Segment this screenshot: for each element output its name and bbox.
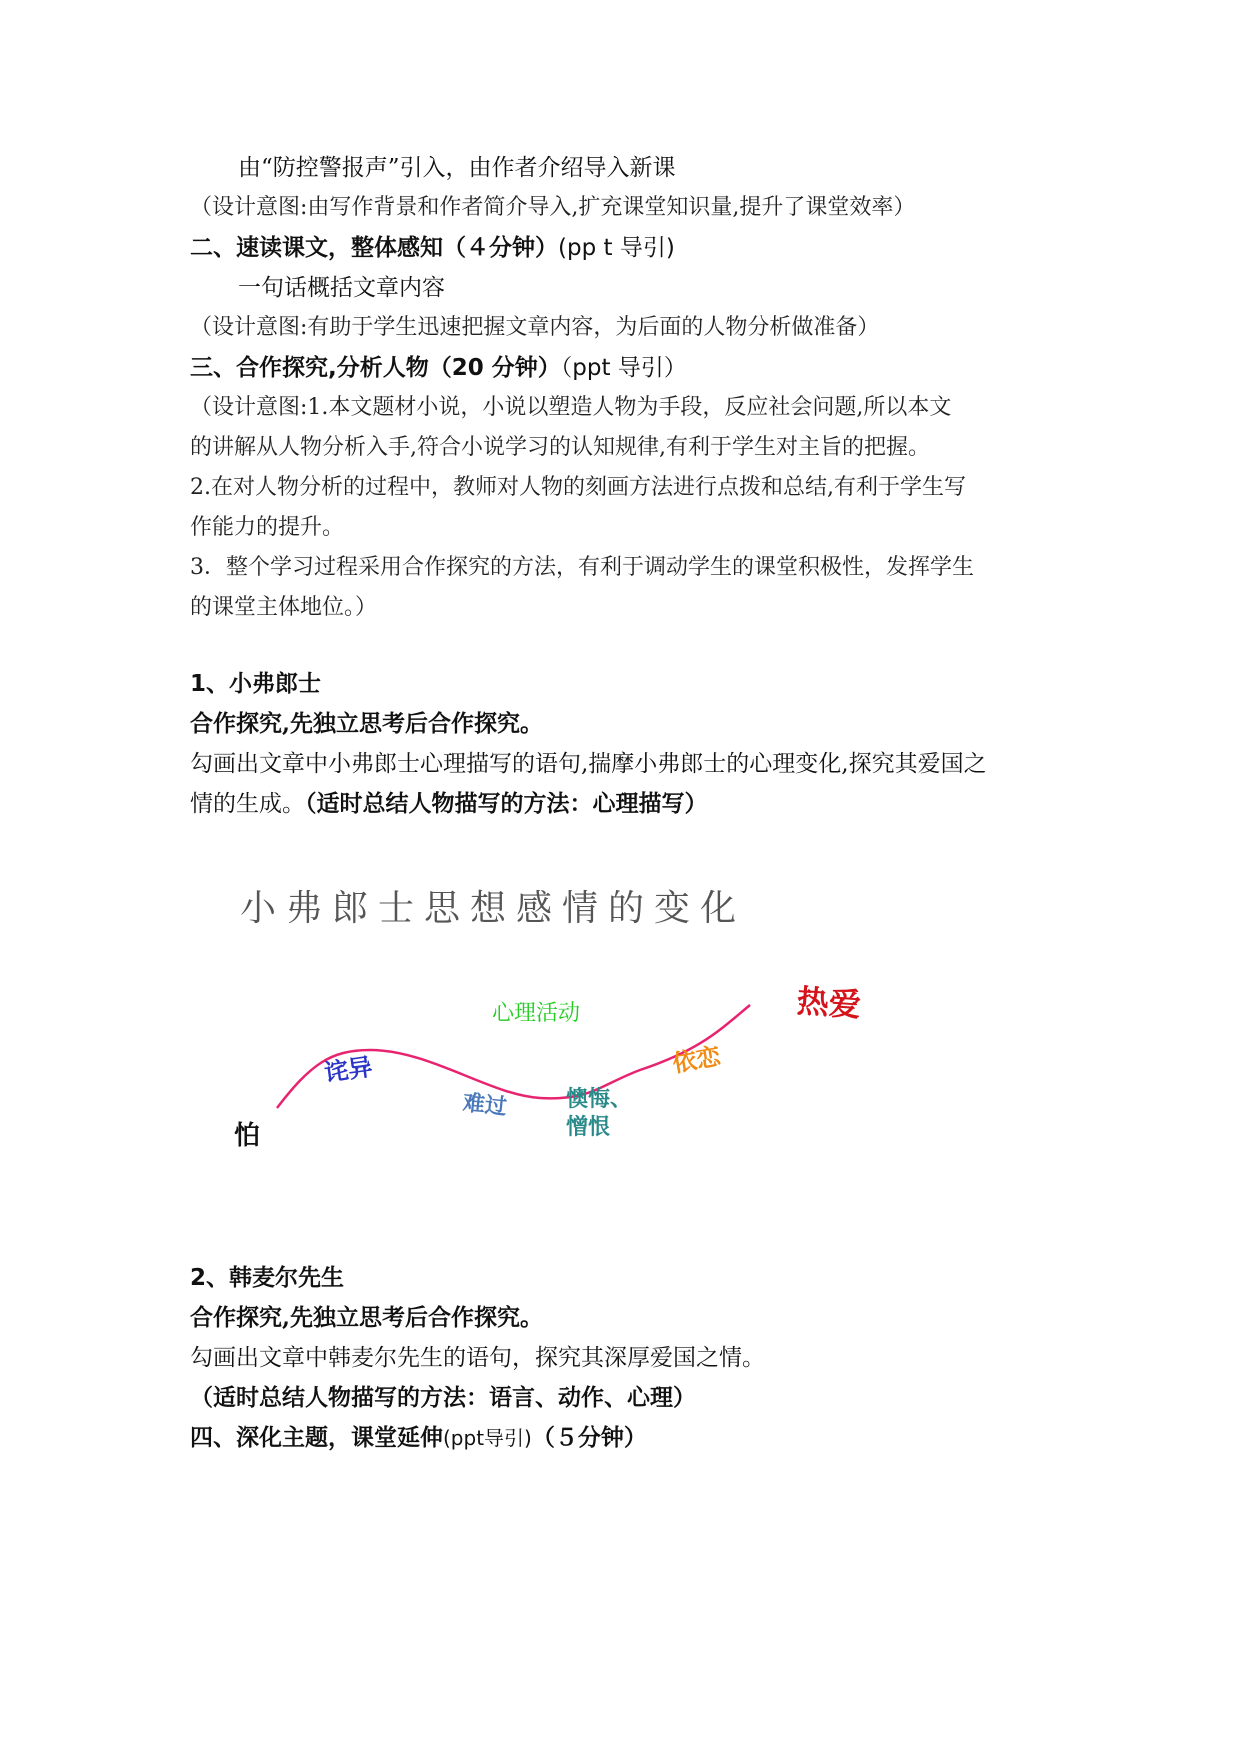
section3-intent-line: （设计意图:1.本文题材小说，小说以塑造人物为手段，反应社会问题,所以本文	[190, 395, 952, 420]
part1-subtitle: 合作探究,先独立思考后合作探究。	[190, 710, 544, 737]
section3-intent-line: 的讲解从人物分析入手,符合小说学习的认知规律,有利于学生对主旨的把握。	[190, 435, 930, 460]
section2-intent: （设计意图:有助于学生迅速把握文章内容，为后面的人物分析做准备）	[190, 315, 880, 340]
part1-title: 1、小弗郎士	[190, 671, 322, 697]
section3-heading-text: 三、合作探究,分析人物（20 分钟）	[190, 355, 561, 381]
part1-method: （适时总结人物描写的方法：心理描写）	[305, 790, 708, 817]
intro-line: 由“防控警报声”引入，由作者介绍导入新课	[238, 155, 676, 181]
section4-heading-text: 四、深化主题，课堂延伸	[190, 1425, 443, 1451]
label-zenghen: 憎恨	[566, 1115, 611, 1140]
label-reai: 热爱	[795, 981, 863, 1025]
label-chayi: 诧异	[322, 1052, 375, 1088]
section3-intent-line: 的课堂主体地位。）	[190, 595, 378, 620]
part1-desc: 勾画出文章中小弗郎士心理描写的语句,揣摩小弗郎士的心理变化,探究其爱国之	[190, 751, 987, 777]
label-nanguo: 难过	[461, 1090, 508, 1121]
part2-desc: 勾画出文章中韩麦尔先生的语句，探究其深厚爱国之情。	[190, 1345, 765, 1371]
label-yilian: 依恋	[670, 1042, 723, 1078]
section2-heading-text: 二、速读课文，整体感知（４分钟）	[190, 235, 558, 261]
section3-intent-line: 2.在对人物分析的过程中，教师对人物的刻画方法进行点拨和总结,有利于学生写	[190, 475, 966, 500]
section3-intent-line: 3．整个学习过程采用合作探究的方法，有利于调动学生的课堂积极性，发挥学生	[190, 555, 974, 580]
section3-intent-line: 作能力的提升。	[190, 515, 345, 540]
section2-heading	[190, 232, 1080, 264]
part1-desc-text: 情的生成。	[190, 791, 305, 817]
label-aohui: 懊悔、	[566, 1087, 633, 1112]
section4-heading	[190, 1422, 1080, 1454]
section4-heading-suffix: (ppt导引)	[443, 1426, 532, 1450]
intro-intent: （设计意图:由写作背景和作者简介导入,扩充课堂知识量,提升了课堂效率）	[190, 195, 916, 220]
chart-title: 小弗郎士思想感情的变化	[240, 888, 747, 929]
label-pa: 怕	[234, 1121, 261, 1151]
section2-heading-suffix: (pp t 导引)	[558, 235, 675, 261]
emotion-change-chart	[220, 880, 920, 1150]
section3-heading-suffix: （ppt 导引）	[560, 355, 687, 381]
section2-line: 一句话概括文章内容	[238, 275, 445, 301]
part2-method: （适时总结人物描写的方法：语言、动作、心理）	[190, 1384, 696, 1411]
part1-desc-line2	[190, 788, 1080, 820]
center-label: 心理活动	[492, 1001, 581, 1026]
section4-heading-time: （５分钟）	[531, 1425, 647, 1451]
part2-title: 2、韩麦尔先生	[190, 1265, 345, 1291]
part2-subtitle: 合作探究,先独立思考后合作探究。	[190, 1304, 544, 1331]
section3-heading	[190, 352, 1080, 384]
